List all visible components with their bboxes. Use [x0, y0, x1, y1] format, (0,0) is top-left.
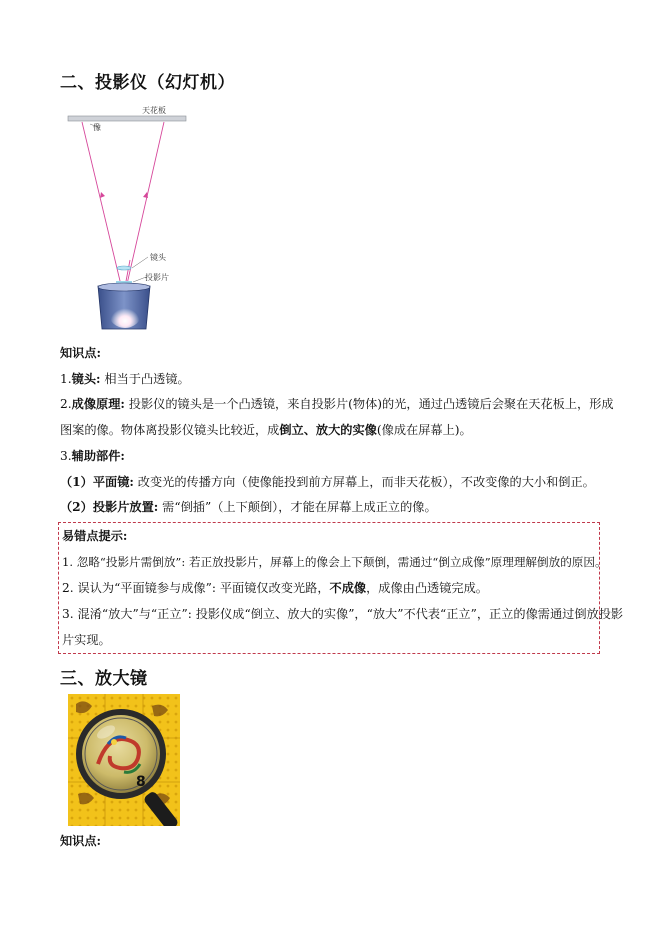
point-3-1: [60, 474, 595, 491]
slide-label: 投影片: [145, 273, 169, 282]
point-3-1-num: （1）: [60, 475, 93, 489]
point-3-1-term: 平面镜:: [92, 475, 134, 489]
tip-2-text-c: ，成像由凸透镜完成。: [366, 581, 488, 595]
tip-2-text-a: 2. 误认为“平面镜参与成像”: 平面镜仅改变光路，: [62, 581, 330, 595]
point-3-num: 3.: [60, 449, 72, 463]
point-3-2-num: （2）: [60, 500, 93, 514]
point-2-num: 2.: [60, 397, 72, 411]
point-2-line-2: [60, 422, 472, 439]
point-1-term: 镜头:: [71, 372, 101, 386]
point-3: [60, 448, 125, 465]
projector-diagram: [60, 100, 190, 335]
point-2-emphasis: 倒立、放大的实像: [279, 423, 377, 437]
point-3-2: [60, 499, 437, 516]
magnifier-photo: [68, 694, 180, 826]
tips-title: 易错点提示:: [62, 529, 128, 543]
lamp-light: [109, 300, 141, 328]
section-title-3: 三、放大镜: [60, 669, 148, 689]
ceiling-board: [68, 116, 186, 121]
point-1: [60, 371, 190, 388]
point-2-text-a: 图案的像。物体离投影仪镜头比较近，成: [60, 423, 280, 437]
lens: [117, 266, 131, 270]
ceiling-label: 天花板: [142, 106, 166, 115]
point-3-1-text: 改变光的传播方向（使像能投到前方屏幕上，而非天花板），不改变像的大小和倒正。: [133, 475, 595, 489]
point-2-line-1: [60, 396, 614, 413]
point-2-text: 投影仪的镜头是一个凸透镜，来自投影片(物体)的光，通过凸透镜后会聚在天花板上，形成: [124, 397, 614, 411]
point-1-text: 相当于凸透镜。: [100, 372, 190, 386]
stamp-denomination: 8: [136, 774, 146, 790]
tip-2-emphasis: 不成像: [329, 581, 367, 595]
section-title: 二、投影仪（幻灯机）: [60, 73, 235, 93]
knowledge-title: 知识点:: [60, 346, 102, 360]
ray-arrows: [100, 192, 148, 296]
point-3-2-text: 需“倒插”（上下颠倒），才能在屏幕上成正立的像。: [158, 500, 437, 514]
tip-3-line-2: 片实现。: [62, 633, 111, 647]
point-3-2-term: 投影片放置:: [92, 500, 159, 514]
tip-3-line-1: 3. 混淆“放大”与“正立”: 投影仪成“倒立、放大的实像”，“放大”不代表“正立”，正立的像需通过倒放投影: [62, 607, 624, 621]
point-2-term: 成像原理:: [71, 397, 125, 411]
magnifier-lens: [79, 712, 163, 796]
lens-label: 镜头: [150, 253, 166, 262]
tip-1: 1. 忽略“投影片需倒放”: 若正放投影片，屏幕上的像会上下颠倒，需通过“倒立成像”原理理解倒放的原因。: [62, 555, 607, 569]
tip-2: [62, 580, 488, 597]
point-3-term: 辅助部件:: [71, 449, 125, 463]
knowledge-title-3: 知识点:: [60, 834, 102, 848]
image-label: 像: [93, 123, 101, 132]
point-1-num: 1.: [60, 372, 72, 386]
point-2-text-c: (像成在屏幕上)。: [376, 423, 472, 437]
